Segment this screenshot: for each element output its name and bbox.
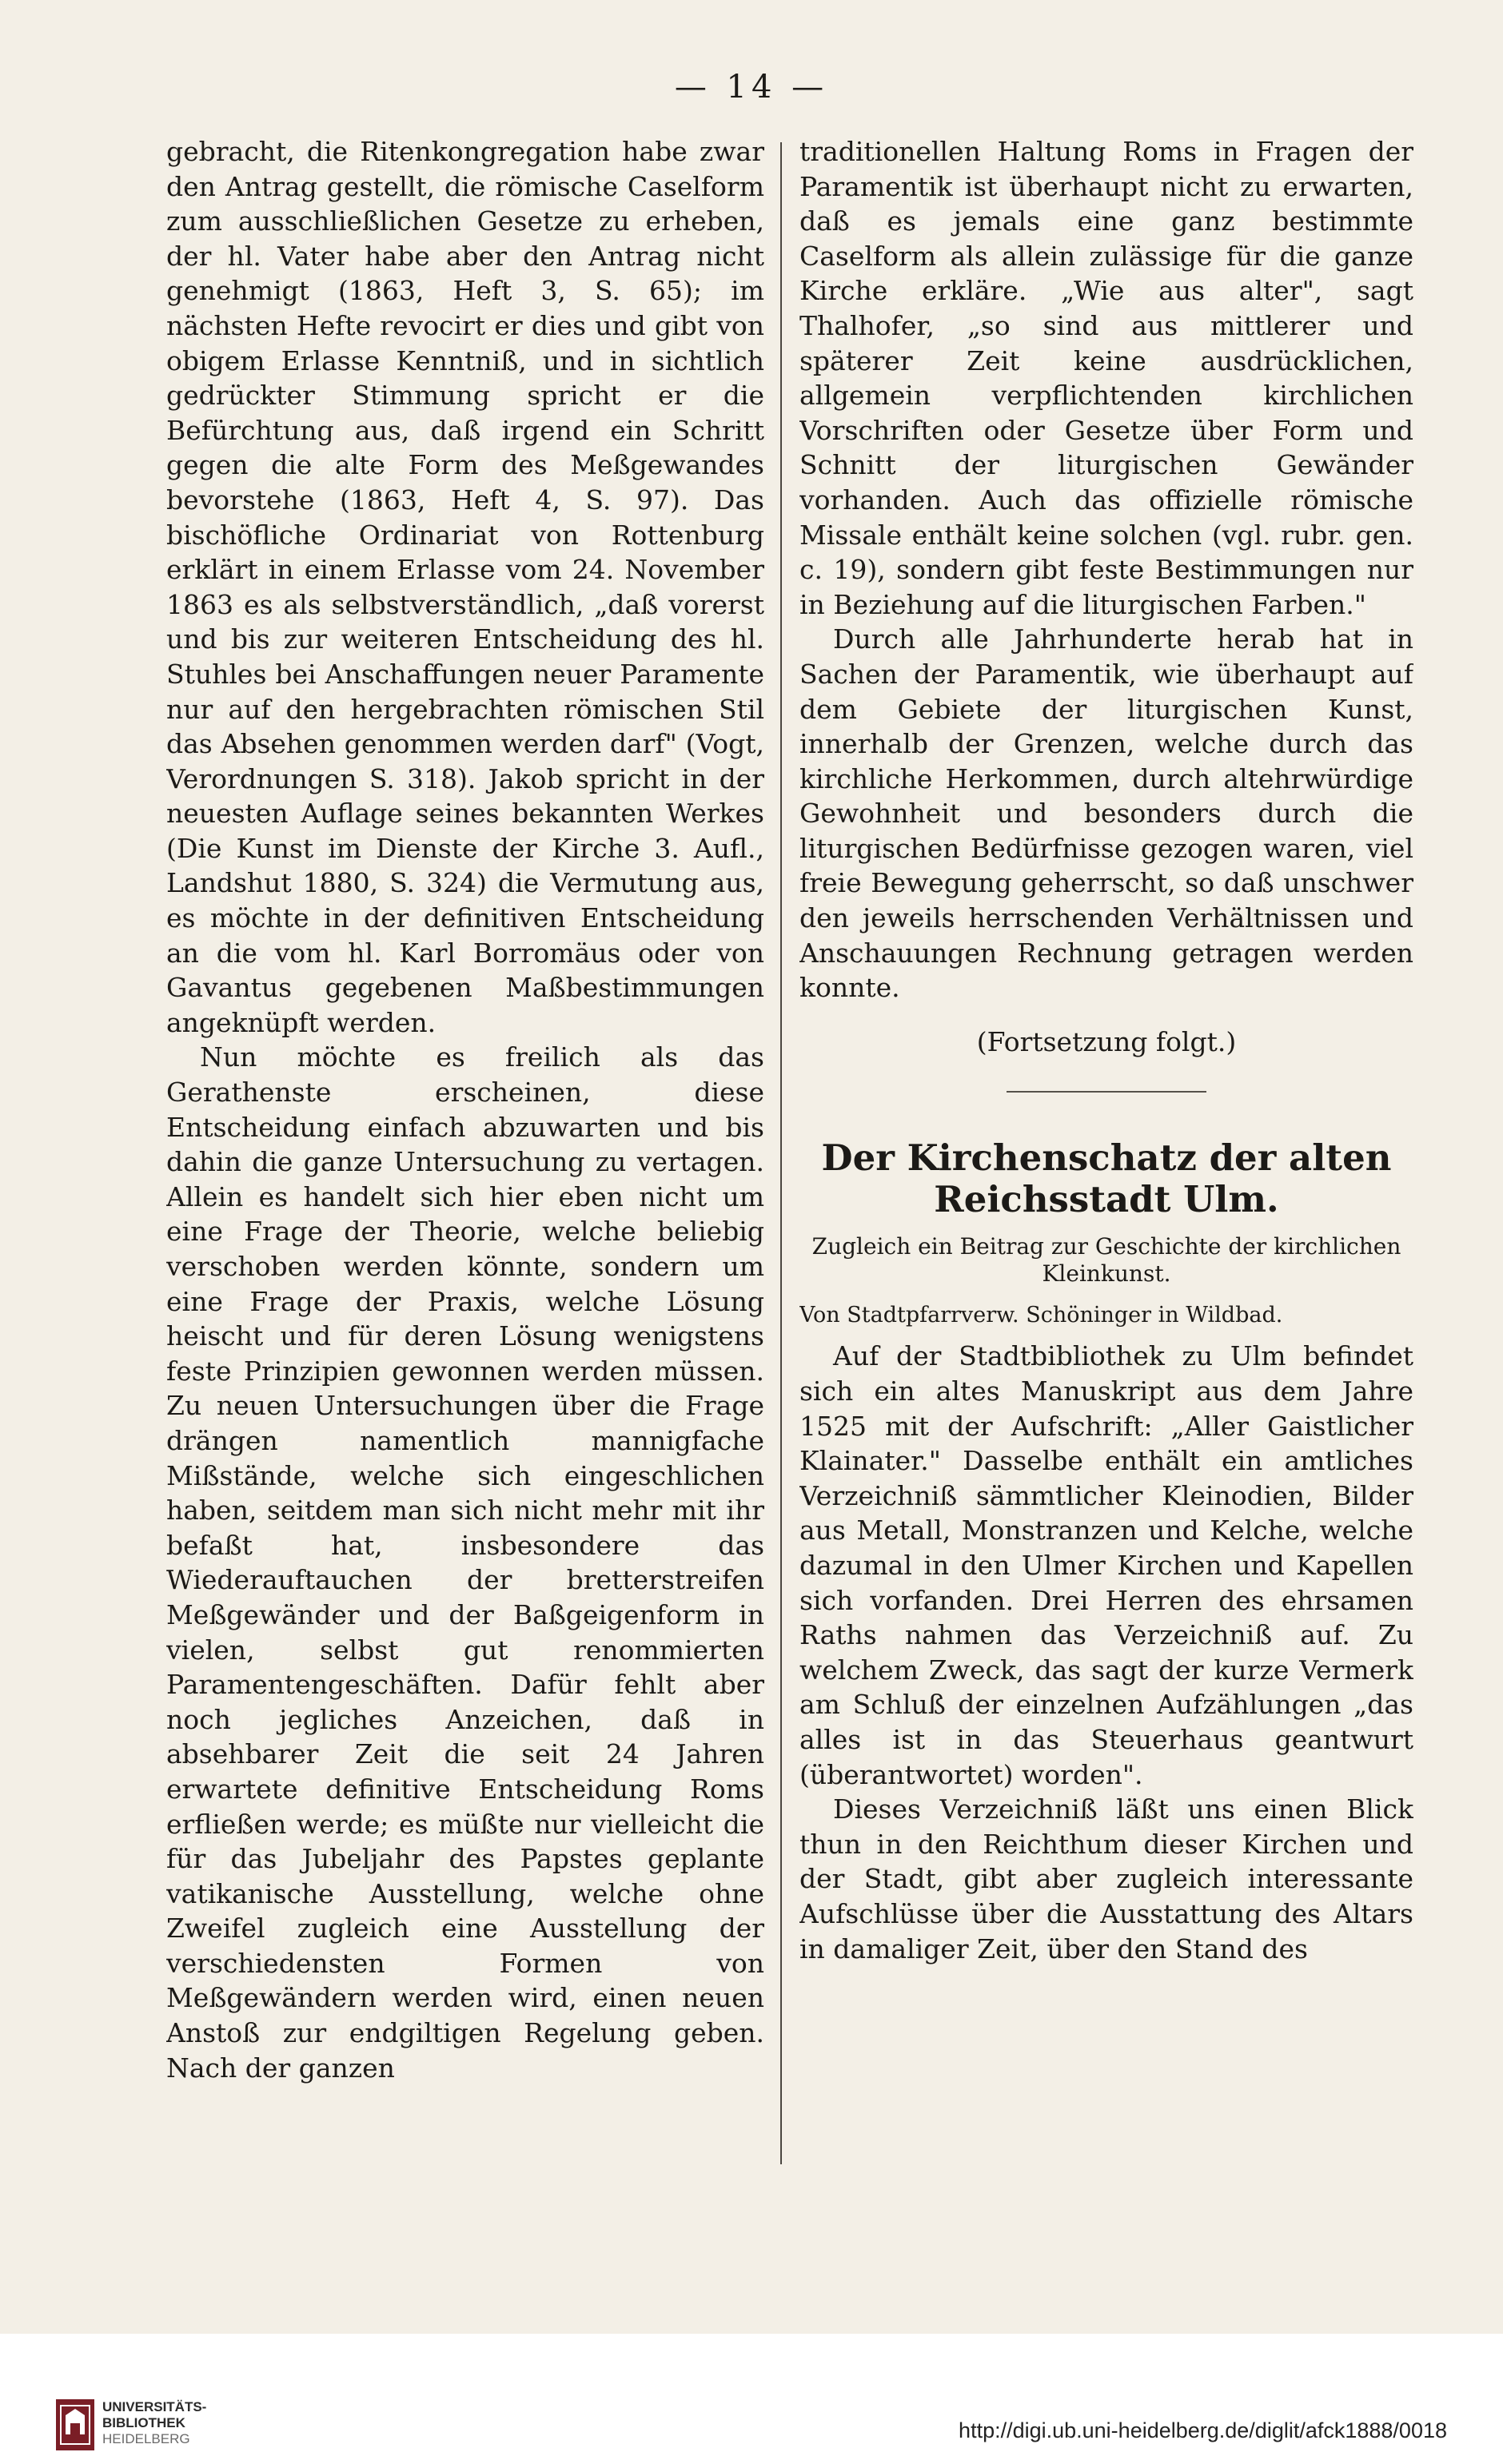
paragraph: Nun möchte es freilich als das Gerathenste erscheinen, diese Entscheidung einfach abzuwarten und bis dahin die ganze Untersuchung zu vertagen. Allein es handelt sich hier eben nicht um eine Frage der Theorie, welche beliebig verschoben werden könnte, sondern um eine Frage der Praxis, welche Lösung heischt und für deren Lösung wenigstens feste Prinzipien gewonnen werden müssen. Zu neuen Untersuchungen über die Frage drängen namentlich mannigfache Mißstände, welche sich eingeschlichen haben, seitdem man sich nicht mehr mit ihr befaßt hat, insbesondere das Wiederauftauchen der bretterstreifen Meßgewänder und der Baßgeigenform in vielen, selbst gut renommierten Paramentengeschäften. Dafür fehlt aber noch jegliches Anzeichen, daß in absehbarer Zeit die seit 24 Jahren erwartete definitive Entscheidung Roms erfließen werde; es müßte nur vielleicht die für das Jubeljahr des Papstes geplante vatikanische Ausstellung, welche ohne Zweifel zugleich eine Ausstellung der verschiedensten Formen von Meßgewändern werden wird, einen neuen Anstoß zur endgiltigen Regelung geben. Nach der ganzen — [166, 1041, 764, 2084]
paragraph: traditionellen Haltung Roms in Fragen der Paramentik ist überhaupt nicht zu erwarten, daß es jemals eine ganz bestimmte Caselform als allein zulässige für die ganze Kirche erkläre. „Wie aus alter", sagt Thalhofer, „so sind aus mittlerer und späterer Zeit keine ausdrücklichen, allgemein verpflichtenden kirchlichen Vorschriften oder Gesetze über Form und Schnitt der liturgischen Gewänder vorhanden. Auch das offizielle römische Missale enthält keine solchen (vgl. rubr. gen. c. 19), sondern gibt feste Bestimmungen nur in Beziehung auf die liturgischen Farben." — [799, 136, 1413, 620]
logo-line: UNIVERSITÄTS- — [102, 2399, 207, 2414]
section-rule — [1007, 1091, 1206, 1093]
paragraph: Durch alle Jahrhunderte herab hat in Sachen der Paramentik, wie überhaupt auf dem Gebiete der liturgischen Kunst, innerhalb der Grenzen, welche durch das kirchliche Herkommen, durch altehrwürdige Gewohnheit und besonders durch die liturgischen Bedürfnisse gezogen waren, viel freie Bewegung geherrscht, so daß unschwer den jeweils herrschenden Verhältnissen und Anschauungen Rechnung getragen werden konnte. — [799, 623, 1413, 1004]
article-author: Von Stadtpfarrverw. Schöninger in Wildbad. — [799, 1303, 1283, 1328]
continuation-note: (Fortsetzung folgt.) — [976, 1025, 1237, 1057]
left-column — [166, 134, 764, 2164]
logo-line: HEIDELBERG — [102, 2431, 190, 2446]
paragraph: Dieses Verzeichniß läßt uns einen Blick thun in den Reichthum dieser Kirchen und der Stadt, gibt aber zugleich interessante Aufschlüsse über die Ausstattung des Altars in damaliger Zeit, über den Stand des — [799, 1793, 1413, 1964]
footer-bar — [0, 2334, 1503, 2464]
library-logo-text — [102, 2399, 206, 2447]
paragraph: Auf der Stadtbibliothek zu Ulm befindet sich ein altes Manuskript aus dem Jahre 1525 mit der Aufschrift: „Aller Gaistlicher Klainater." Dasselbe enthält ein amtliches Verzeichniß sämmtlicher Kleinodien, Bilder aus Metall, Monstranzen und Kelche, welche dazumal in den Ulmer Kirchen und Kapellen sich vorfanden. Drei Herren des ehrsamen Raths nahmen das Verzeichniß auf. Zu welchem Zweck, das sagt der kurze Vermerk am Schluß der einzelnen Aufzählungen „das alles ist in das Steuerhaus geantwurt (überantwortet) worden". — [799, 1340, 1413, 1790]
logo-line: BIBLIOTHEK — [102, 2415, 185, 2430]
source-url[interactable]: http://digi.ub.uni-heidelberg.de/diglit/afck1888/0018 — [959, 2418, 1447, 2442]
right-column — [799, 134, 1413, 2164]
article-title: Der Kirchenschatz der alten Reichsstadt Ulm. — [821, 1136, 1392, 1221]
column-divider — [780, 142, 782, 2164]
library-seal-icon — [56, 2399, 94, 2450]
paragraph: gebracht, die Ritenkongregation habe zwar den Antrag gestellt, die römische Caselform zum ausschließlichen Gesetze zu erheben, der hl. Vater habe aber den Antrag nicht genehmigt (1863, Heft 3, S. 65); im nächsten Hefte revocirt er dies und gibt von obigem Erlasse Kenntniß, und in sichtlich gedrückter Stimmung spricht er die Befürchtung aus, daß irgend ein Schritt gegen die alte Form des Meßgewandes bevorstehe (1863, Heft 4, S. 97). Das bischöfliche Ordinariat von Rottenburg erklärt in einem Erlasse vom 24. November 1863 es als selbstverständlich, „daß vorerst und bis zur weiteren Entscheidung des hl. Stuhles bei Anschaffungen neuer Paramente nur auf den hergebrachten römischen Stil das Absehen genommen werden darf" (Vogt, Verordnungen S. 318). Jakob spricht in der neuesten Auflage seines bekannten Werkes (Die Kunst im Dienste der Kirche 3. Aufl., Landshut 1880, S. 324) die Vermutung aus, es möchte in der definitiven Entscheidung an die vom hl. Karl Borromäus oder von Gavantus gegebenen Maßbestimmungen angeknüpft werden. — [166, 136, 764, 1038]
article-subtitle: Zugleich ein Beitrag zur Geschichte der kirchlichen Kleinkunst. — [811, 1233, 1401, 1288]
page-number: — 14 — — [674, 69, 829, 105]
library-logo[interactable] — [56, 2390, 216, 2458]
